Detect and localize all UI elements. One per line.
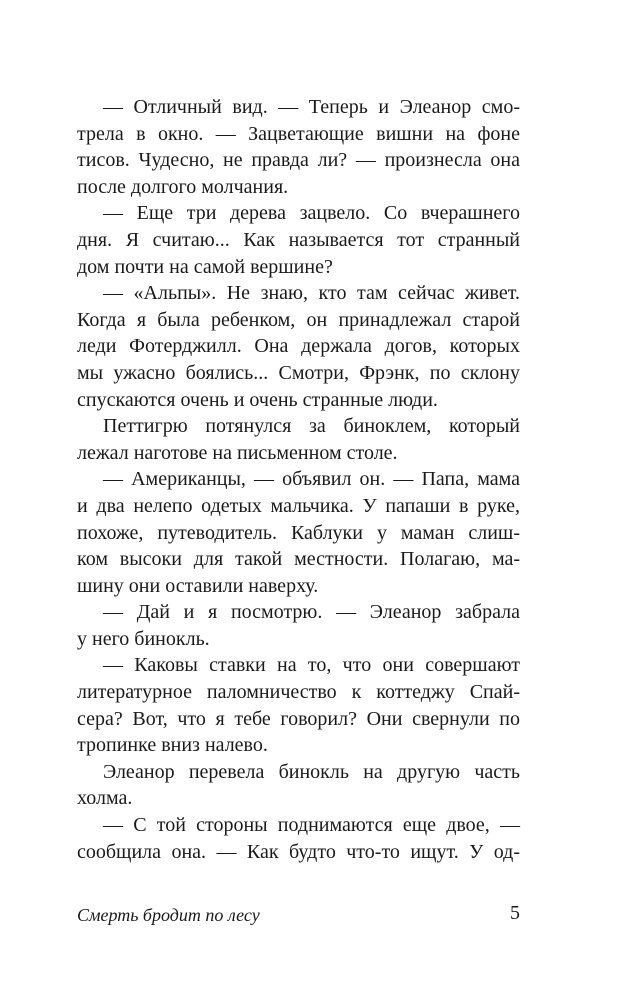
text-line: холма. [77, 787, 133, 810]
text-line: — Еще три дерева зацвело. Со вчерашнего [103, 202, 520, 225]
text-line: — Отличный вид. — Теперь и Элеанор смо- [103, 96, 520, 118]
text-line: спускаются очень и очень странные люди. [77, 388, 438, 411]
text-line: лежал наготове на письменном столе. [77, 441, 398, 464]
text-line: — С той стороны поднимаются еще двое, — [103, 814, 520, 837]
page-number: 5 [510, 902, 520, 924]
text-line: мы ужасно боялись... Смотри, Фрэнк, по склону [77, 361, 520, 384]
text-line: литературное паломничество к коттеджу Спай- [77, 681, 520, 704]
text-line: у него бинокль. [77, 627, 210, 650]
text-line: тисов. Чудесно, не правда ли? — произнесла она [77, 149, 520, 172]
text-line: Элеанор перевела бинокль на другую часть [103, 760, 520, 783]
text-line: ком высоки для такой местности. Полагаю, ма- [77, 548, 520, 571]
text-line: Петтигрю потянулся за биноклем, который [103, 415, 520, 438]
text-line: Когда я была ребенком, он принадлежал старой [77, 308, 520, 331]
text-line: дом почти на самой вершине? [77, 255, 333, 278]
text-line: после долгого молчания. [77, 175, 289, 198]
text-line: леди Фотерджилл. Она держала догов, которых [77, 335, 520, 358]
text-line: — Каковы ставки на то, что они совершают [103, 654, 520, 677]
text-line: — Дай и я посмотрю. — Элеанор забрала [103, 601, 520, 624]
text-line: — Американцы, — объявил он. — Папа, мама [103, 468, 520, 491]
text-line: шину они оставили наверху. [77, 574, 319, 597]
text-line: тропинке вниз налево. [77, 734, 268, 757]
text-line: сообщила она. — Как будто что-то ищут. У од- [77, 840, 520, 863]
body-text [77, 94, 520, 865]
text-line: трела в окно. — Зацветающие вишни на фоне [77, 122, 520, 145]
text-line: дня. Я считаю... Как называется тот странный [77, 228, 520, 251]
text-line: — «Альпы». Не знаю, кто там сейчас живет. [103, 282, 520, 305]
text-line: сера? Вот, что я тебе говорил? Они свернули по [77, 707, 520, 730]
text-line: похоже, путеводитель. Каблуки у маман слиш- [77, 521, 520, 544]
running-title: Смерть бродит по лесу [77, 905, 260, 925]
text-line: и два нелепо одетых мальчика. У папаши в руке, [77, 494, 520, 517]
